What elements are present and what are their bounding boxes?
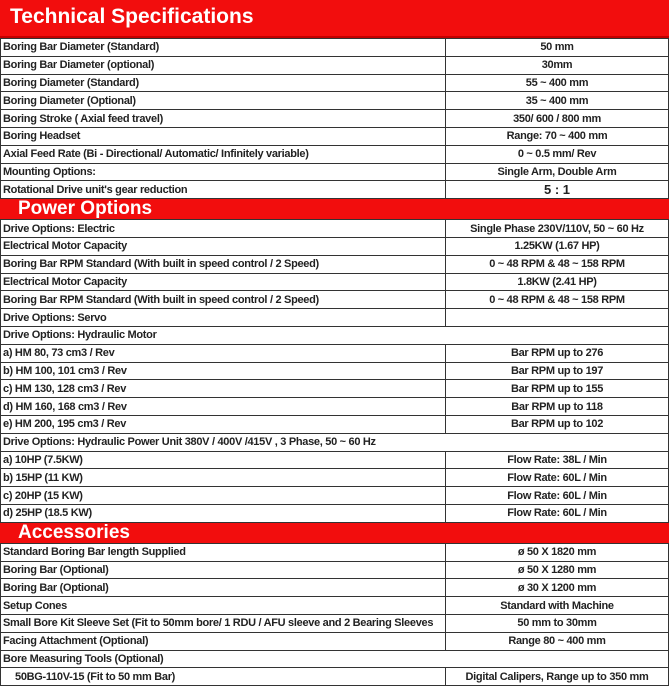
spec-value: 1.8KW (2.41 HP)	[446, 273, 669, 291]
spec-value: Bar RPM up to 276	[446, 344, 669, 362]
spec-row	[1, 632, 669, 650]
spec-label: Boring Bar Diameter (optional)	[1, 56, 446, 74]
spec-row	[1, 398, 669, 416]
spec-row	[1, 487, 669, 505]
spec-row	[1, 668, 669, 686]
spec-row	[1, 614, 669, 632]
spec-label: Boring Bar RPM Standard (With built in speed control / 2 Speed)	[1, 291, 446, 309]
spec-value: Flow Rate: 60L / Min	[446, 469, 669, 487]
spec-label: Boring Headset	[1, 127, 446, 145]
page-title: Technical Specifications	[0, 0, 669, 38]
spec-row	[1, 504, 669, 522]
spec-row	[1, 543, 669, 561]
section-heading-power-options: Power Options	[0, 199, 669, 219]
spec-row	[1, 309, 669, 327]
spec-label: b) 15HP (11 KW)	[1, 469, 446, 487]
spec-row	[1, 415, 669, 433]
spec-label: 50BG-110V-15 (Fit to 50 mm Bar)	[1, 668, 446, 686]
spec-value: Digital Calipers, Range up to 350 mm	[446, 668, 669, 686]
spec-row	[1, 273, 669, 291]
power-options-table	[0, 219, 669, 523]
spec-row	[1, 110, 669, 128]
spec-label: Boring Bar (Optional)	[1, 579, 446, 597]
spec-label: Drive Options: Servo	[1, 309, 446, 327]
spec-label: Boring Bar (Optional)	[1, 561, 446, 579]
spec-subheading: Drive Options: Hydraulic Motor	[1, 326, 669, 344]
spec-value: 0 ~ 0.5 mm/ Rev	[446, 145, 669, 163]
spec-subheading: Drive Options: Hydraulic Power Unit 380V / 400V /415V , 3 Phase, 50 ~ 60 Hz	[1, 433, 669, 451]
spec-label: Boring Stroke ( Axial feed travel)	[1, 110, 446, 128]
spec-value: Bar RPM up to 197	[446, 362, 669, 380]
spec-label: Axial Feed Rate (Bi - Directional/ Automatic/ Infinitely variable)	[1, 145, 446, 163]
spec-row	[1, 145, 669, 163]
spec-value: ø 50 X 1820 mm	[446, 543, 669, 561]
spec-value: Flow Rate: 60L / Min	[446, 487, 669, 505]
spec-value: Standard with Machine	[446, 597, 669, 615]
spec-label: Boring Diameter (Optional)	[1, 92, 446, 110]
spec-label: Boring Diameter (Standard)	[1, 74, 446, 92]
spec-row	[1, 561, 669, 579]
section-heading-accessories: Accessories	[0, 523, 669, 543]
spec-row	[1, 291, 669, 309]
spec-value	[446, 309, 669, 327]
spec-value: Single Phase 230V/110V, 50 ~ 60 Hz	[446, 220, 669, 238]
spec-label: Facing Attachment (Optional)	[1, 632, 446, 650]
spec-value: 50 mm to 30mm	[446, 614, 669, 632]
spec-row	[1, 650, 669, 668]
spec-row	[1, 220, 669, 238]
spec-row	[1, 163, 669, 181]
spec-value: 55 ~ 400 mm	[446, 74, 669, 92]
spec-value: Flow Rate: 60L / Min	[446, 504, 669, 522]
tech-specs-table	[0, 38, 669, 199]
spec-row	[1, 127, 669, 145]
spec-row	[1, 344, 669, 362]
spec-value: Bar RPM up to 118	[446, 398, 669, 416]
spec-label: d) HM 160, 168 cm3 / Rev	[1, 398, 446, 416]
spec-value: 350/ 600 / 800 mm	[446, 110, 669, 128]
spec-value: 30mm	[446, 56, 669, 74]
spec-row	[1, 56, 669, 74]
spec-row	[1, 326, 669, 344]
spec-label: Small Bore Kit Sleeve Set (Fit to 50mm bore/ 1 RDU / AFU sleeve and 2 Bearing Sleeves	[1, 614, 446, 632]
spec-row	[1, 433, 669, 451]
spec-label: Electrical Motor Capacity	[1, 273, 446, 291]
spec-row	[1, 74, 669, 92]
spec-value: Range: 70 ~ 400 mm	[446, 127, 669, 145]
spec-label: Drive Options: Electric	[1, 220, 446, 238]
spec-value: Range 80 ~ 400 mm	[446, 632, 669, 650]
spec-label: a) HM 80, 73 cm3 / Rev	[1, 344, 446, 362]
spec-label: b) HM 100, 101 cm3 / Rev	[1, 362, 446, 380]
spec-label: Setup Cones	[1, 597, 446, 615]
spec-value: 0 ~ 48 RPM & 48 ~ 158 RPM	[446, 291, 669, 309]
spec-subheading: Bore Measuring Tools (Optional)	[1, 650, 669, 668]
spec-value: ø 30 X 1200 mm	[446, 579, 669, 597]
spec-row	[1, 181, 669, 199]
spec-value: ø 50 X 1280 mm	[446, 561, 669, 579]
spec-label: Electrical Motor Capacity	[1, 237, 446, 255]
spec-label: Boring Bar Diameter (Standard)	[1, 39, 446, 57]
spec-value: 50 mm	[446, 39, 669, 57]
spec-label: c) 20HP (15 KW)	[1, 487, 446, 505]
spec-value: 35 ~ 400 mm	[446, 92, 669, 110]
spec-row	[1, 362, 669, 380]
spec-value: Bar RPM up to 155	[446, 380, 669, 398]
spec-row	[1, 469, 669, 487]
spec-label: c) HM 130, 128 cm3 / Rev	[1, 380, 446, 398]
spec-label: e) HM 200, 195 cm3 / Rev	[1, 415, 446, 433]
spec-row	[1, 579, 669, 597]
spec-row	[1, 237, 669, 255]
spec-value: 0 ~ 48 RPM & 48 ~ 158 RPM	[446, 255, 669, 273]
spec-row	[1, 380, 669, 398]
spec-label: Standard Boring Bar length Supplied	[1, 543, 446, 561]
spec-row	[1, 451, 669, 469]
spec-label: d) 25HP (18.5 KW)	[1, 504, 446, 522]
spec-row	[1, 92, 669, 110]
spec-label: Mounting Options:	[1, 163, 446, 181]
spec-value: Flow Rate: 38L / Min	[446, 451, 669, 469]
accessories-table	[0, 543, 669, 686]
spec-value: Single Arm, Double Arm	[446, 163, 669, 181]
spec-label: Rotational Drive unit's gear reduction	[1, 181, 446, 199]
spec-value: Bar RPM up to 102	[446, 415, 669, 433]
spec-row	[1, 255, 669, 273]
spec-value: 5 : 1	[446, 181, 669, 199]
spec-label: a) 10HP (7.5KW)	[1, 451, 446, 469]
spec-label: Boring Bar RPM Standard (With built in speed control / 2 Speed)	[1, 255, 446, 273]
spec-row	[1, 597, 669, 615]
spec-value: 1.25KW (1.67 HP)	[446, 237, 669, 255]
spec-row	[1, 39, 669, 57]
